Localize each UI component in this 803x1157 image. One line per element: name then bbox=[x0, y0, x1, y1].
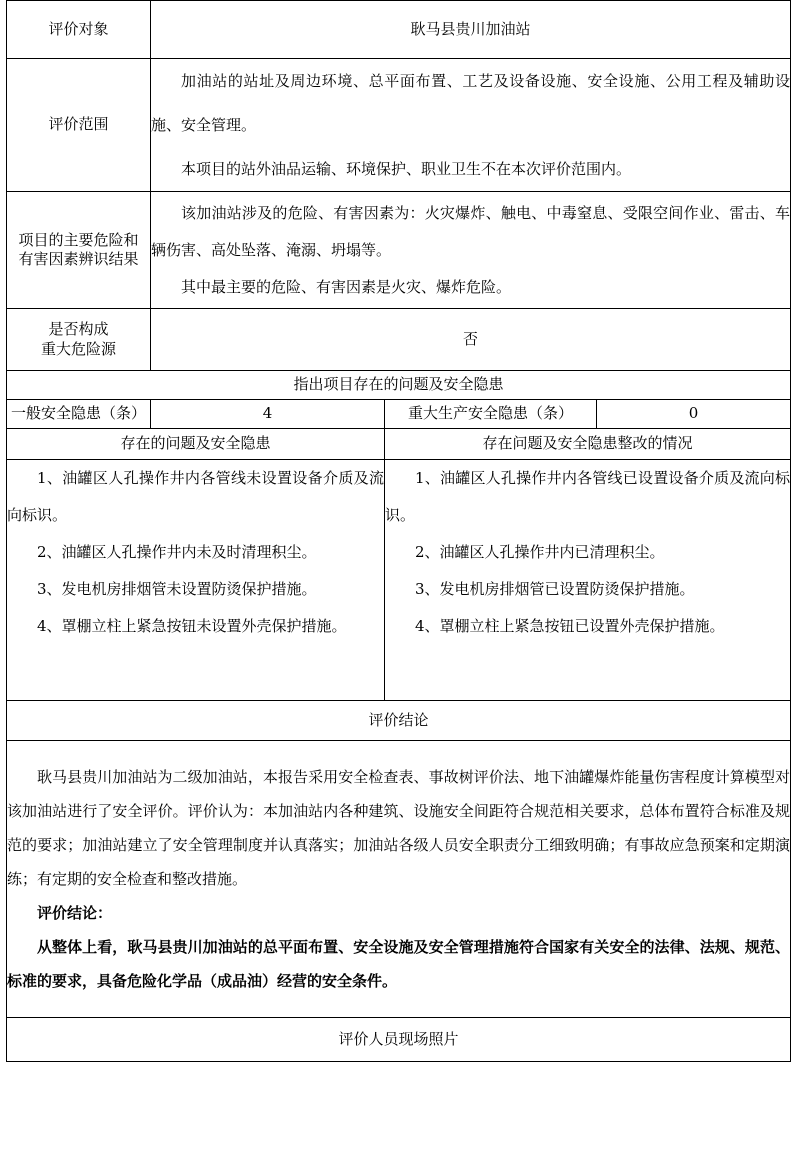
conclusion-heading: 评价结论： bbox=[37, 904, 113, 922]
evaluation-object-label: 评价对象 bbox=[7, 1, 151, 59]
row-evaluation-object bbox=[7, 1, 791, 59]
major-hazard-value: 否 bbox=[151, 309, 791, 371]
row-major-hazard bbox=[7, 309, 791, 371]
general-hazard-count-label: 一般安全隐患（条） bbox=[7, 400, 151, 429]
row-issue-counts bbox=[7, 400, 791, 429]
conclusion-content bbox=[7, 741, 791, 1018]
row-evaluation-scope bbox=[7, 59, 791, 192]
problems-column-header: 存在的问题及安全隐患 bbox=[7, 429, 385, 460]
rectification-list bbox=[385, 460, 791, 701]
row-hazards bbox=[7, 192, 791, 309]
evaluation-scope-label: 评价范围 bbox=[7, 59, 151, 192]
photos-section-title: 评价人员现场照片 bbox=[7, 1018, 791, 1062]
problem-item: 2、油罐区人孔操作井内未及时清理积尘。 bbox=[37, 543, 317, 561]
row-issues-headers bbox=[7, 429, 791, 460]
problems-list bbox=[7, 460, 385, 701]
conclusion-final: 从整体上看，耿马县贵川加油站的总平面布置、安全设施及安全管理措施符合国家有关安全的法律、法规、规范、标准的要求，具备危险化学品（成品油）经营的安全条件。 bbox=[7, 938, 791, 990]
rectification-item: 3、发电机房排烟管已设置防烫保护措施。 bbox=[415, 580, 695, 598]
hazards-paragraph: 其中最主要的危险、有害因素是火灾、爆炸危险。 bbox=[181, 277, 512, 296]
problem-item: 4、罩棚立柱上紧急按钮未设置外壳保护措施。 bbox=[37, 617, 347, 635]
rectification-column-header: 存在问题及安全隐患整改的情况 bbox=[385, 429, 791, 460]
major-hazard-label-line1: 是否构成 bbox=[48, 320, 109, 338]
rectification-item: 2、油罐区人孔操作井内已清理积尘。 bbox=[415, 543, 665, 561]
row-conclusion-title bbox=[7, 701, 791, 741]
major-hazard-count: 0 bbox=[597, 400, 791, 429]
hazards-paragraph: 该加油站涉及的危险、有害因素为：火灾爆炸、触电、中毒窒息、受限空间作业、雷击、车辆伤害、高处坠落、淹溺、坍塌等。 bbox=[151, 203, 791, 259]
scope-paragraph: 本项目的站外油品运输、环境保护、职业卫生不在本次评价范围内。 bbox=[181, 160, 632, 178]
row-photos-title bbox=[7, 1018, 791, 1062]
row-issues-content bbox=[7, 460, 791, 701]
hazards-label: 项目的主要危险和有害因素辨识结果 bbox=[7, 192, 151, 309]
rectification-item: 4、罩棚立柱上紧急按钮已设置外壳保护措施。 bbox=[415, 617, 725, 635]
major-hazard-label-line2: 重大危险源 bbox=[40, 339, 116, 358]
row-issues-title bbox=[7, 371, 791, 400]
major-hazard-label bbox=[7, 309, 151, 371]
row-conclusion-content bbox=[7, 741, 791, 1018]
rectification-item: 1、油罐区人孔操作井内各管线已设置设备介质及流向标识。 bbox=[385, 469, 791, 524]
evaluation-summary-table bbox=[6, 0, 791, 1062]
problem-item: 1、油罐区人孔操作井内各管线未设置设备介质及流向标识。 bbox=[7, 469, 384, 524]
general-hazard-count: 4 bbox=[151, 400, 385, 429]
scope-paragraph: 加油站的站址及周边环境、总平面布置、工艺及设备设施、安全设施、公用工程及辅助设施、安全管理。 bbox=[151, 72, 791, 134]
evaluation-object-value: 耿马县贵川加油站 bbox=[151, 1, 791, 59]
hazards-content bbox=[151, 192, 791, 309]
problem-item: 3、发电机房排烟管未设置防烫保护措施。 bbox=[37, 580, 317, 598]
evaluation-scope-content bbox=[151, 59, 791, 192]
issues-section-title: 指出项目存在的问题及安全隐患 bbox=[7, 371, 791, 400]
conclusion-body: 耿马县贵川加油站为二级加油站，本报告采用安全检查表、事故树评价法、地下油罐爆炸能量伤害程度计算模型对该加油站进行了安全评价。评价认为：本加油站内各种建筑、设施安全间距符合规范相关要求，总体布置符合标准及规范的要求；加油站建立了安全管理制度并认真落实；加油站各级人员安全职责分工细致明确；有事故应急预案和定期演练；有定期的安全检查和整改措施。 bbox=[7, 768, 791, 888]
major-hazard-count-label: 重大生产安全隐患（条） bbox=[385, 400, 597, 429]
conclusion-section-title: 评价结论 bbox=[7, 701, 791, 741]
